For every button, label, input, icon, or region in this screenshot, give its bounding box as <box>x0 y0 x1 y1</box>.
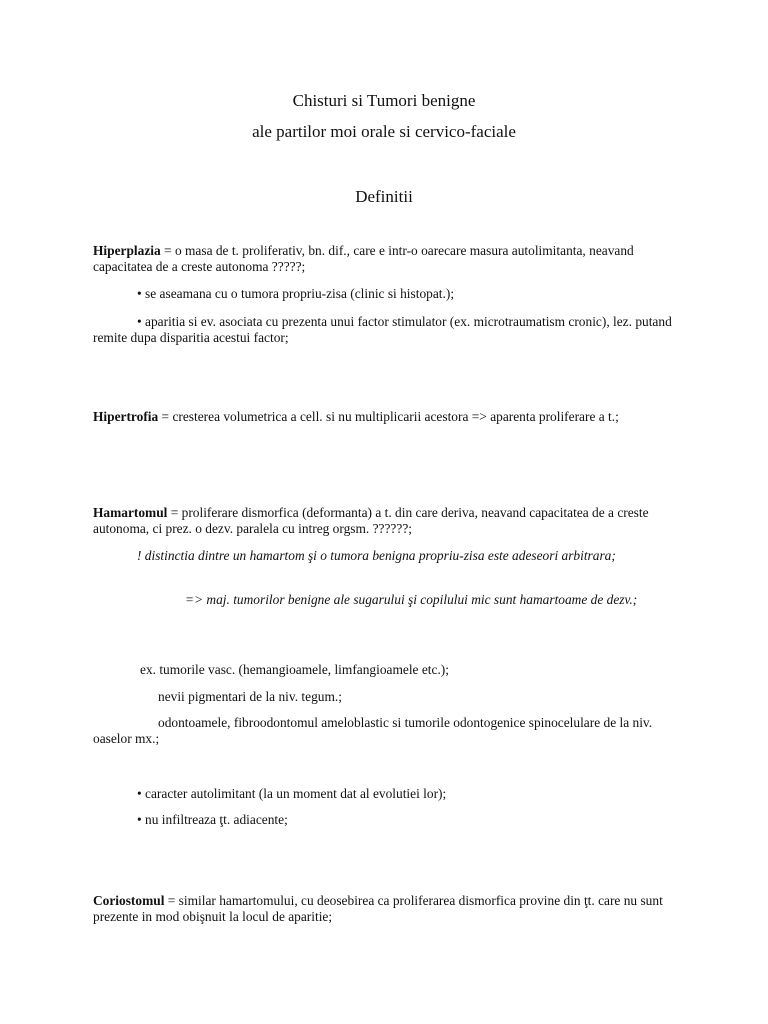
hamartomul-text: = proliferare dismorfica (deformanta) a t. din care deriva, neavand capacitatea de a creste autonoma, ci prez. o dezv. paralela cu intreg orgsm. ??????; <box>93 505 649 536</box>
document-title-line2: ale partilor moi orale si cervico-faciale <box>252 122 516 141</box>
hamartomul-note-2: => maj. tumorilor benigne ale sugarului şi copilului mic sunt hamartoame de dezv.; <box>185 592 638 607</box>
coriostomul-definition <box>93 893 693 925</box>
hamartomul-definition <box>93 505 693 537</box>
hipertrofia-term: Hipertrofia <box>93 409 159 424</box>
hamartomul-term: Hamartomul <box>93 505 168 520</box>
hiperplazia-definition <box>93 243 693 275</box>
hamartomul-example-1: ex. tumorile vasc. (hemangioamele, limfangioamele etc.); <box>140 662 449 677</box>
document-title-line1: Chisturi si Tumori benigne <box>292 91 476 110</box>
hamartomul-example-2: nevii pigmentari de la niv. tegum.; <box>158 689 342 704</box>
hiperplazia-text: = o masa de t. proliferativ, bn. dif., care e intr-o oarecare masura autolimitanta, neavand capacitatea de a creste autonoma ?????; <box>93 243 634 274</box>
coriostomul-text: = similar hamartomului, cu deosebirea ca proliferarea dismorfica provine din ţt. care nu sunt prezente in mod obişnuit la locul de aparitie; <box>93 893 663 924</box>
hipertrofia-text: = cresterea volumetrica a cell. si nu multiplicarii acestora => aparenta proliferare a t.; <box>158 409 619 424</box>
hiperplazia-term: Hiperplazia <box>93 243 161 258</box>
hiperplazia-bullet-2: • aparitia si ev. asociata cu prezenta unui factor stimulator (ex. microtraumatism cronic), lez. putand remite dupa disparitia acestui factor; <box>93 314 672 345</box>
section-heading: Definitii <box>355 187 413 206</box>
hamartomul-example-3: odontoamele, fibroodontomul ameloblastic si tumorile odontogenice spinocelulare de la niv. oaselor mx.; <box>93 715 653 746</box>
hamartomul-bullet-2: • nu infiltreaza ţt. adiacente; <box>137 812 288 827</box>
hamartomul-bullet-1: • caracter autolimitant (la un moment dat al evolutiei lor); <box>137 786 447 801</box>
hiperplazia-bullet-1: • se aseamana cu o tumora propriu-zisa (clinic si histopat.); <box>137 286 455 301</box>
hipertrofia-definition <box>93 409 693 425</box>
coriostomul-term: Coriostomul <box>93 893 165 908</box>
hamartomul-note-1: ! distinctia dintre un hamartom şi o tumora benigna propriu-zisa este adeseori arbitrara; <box>137 548 616 563</box>
